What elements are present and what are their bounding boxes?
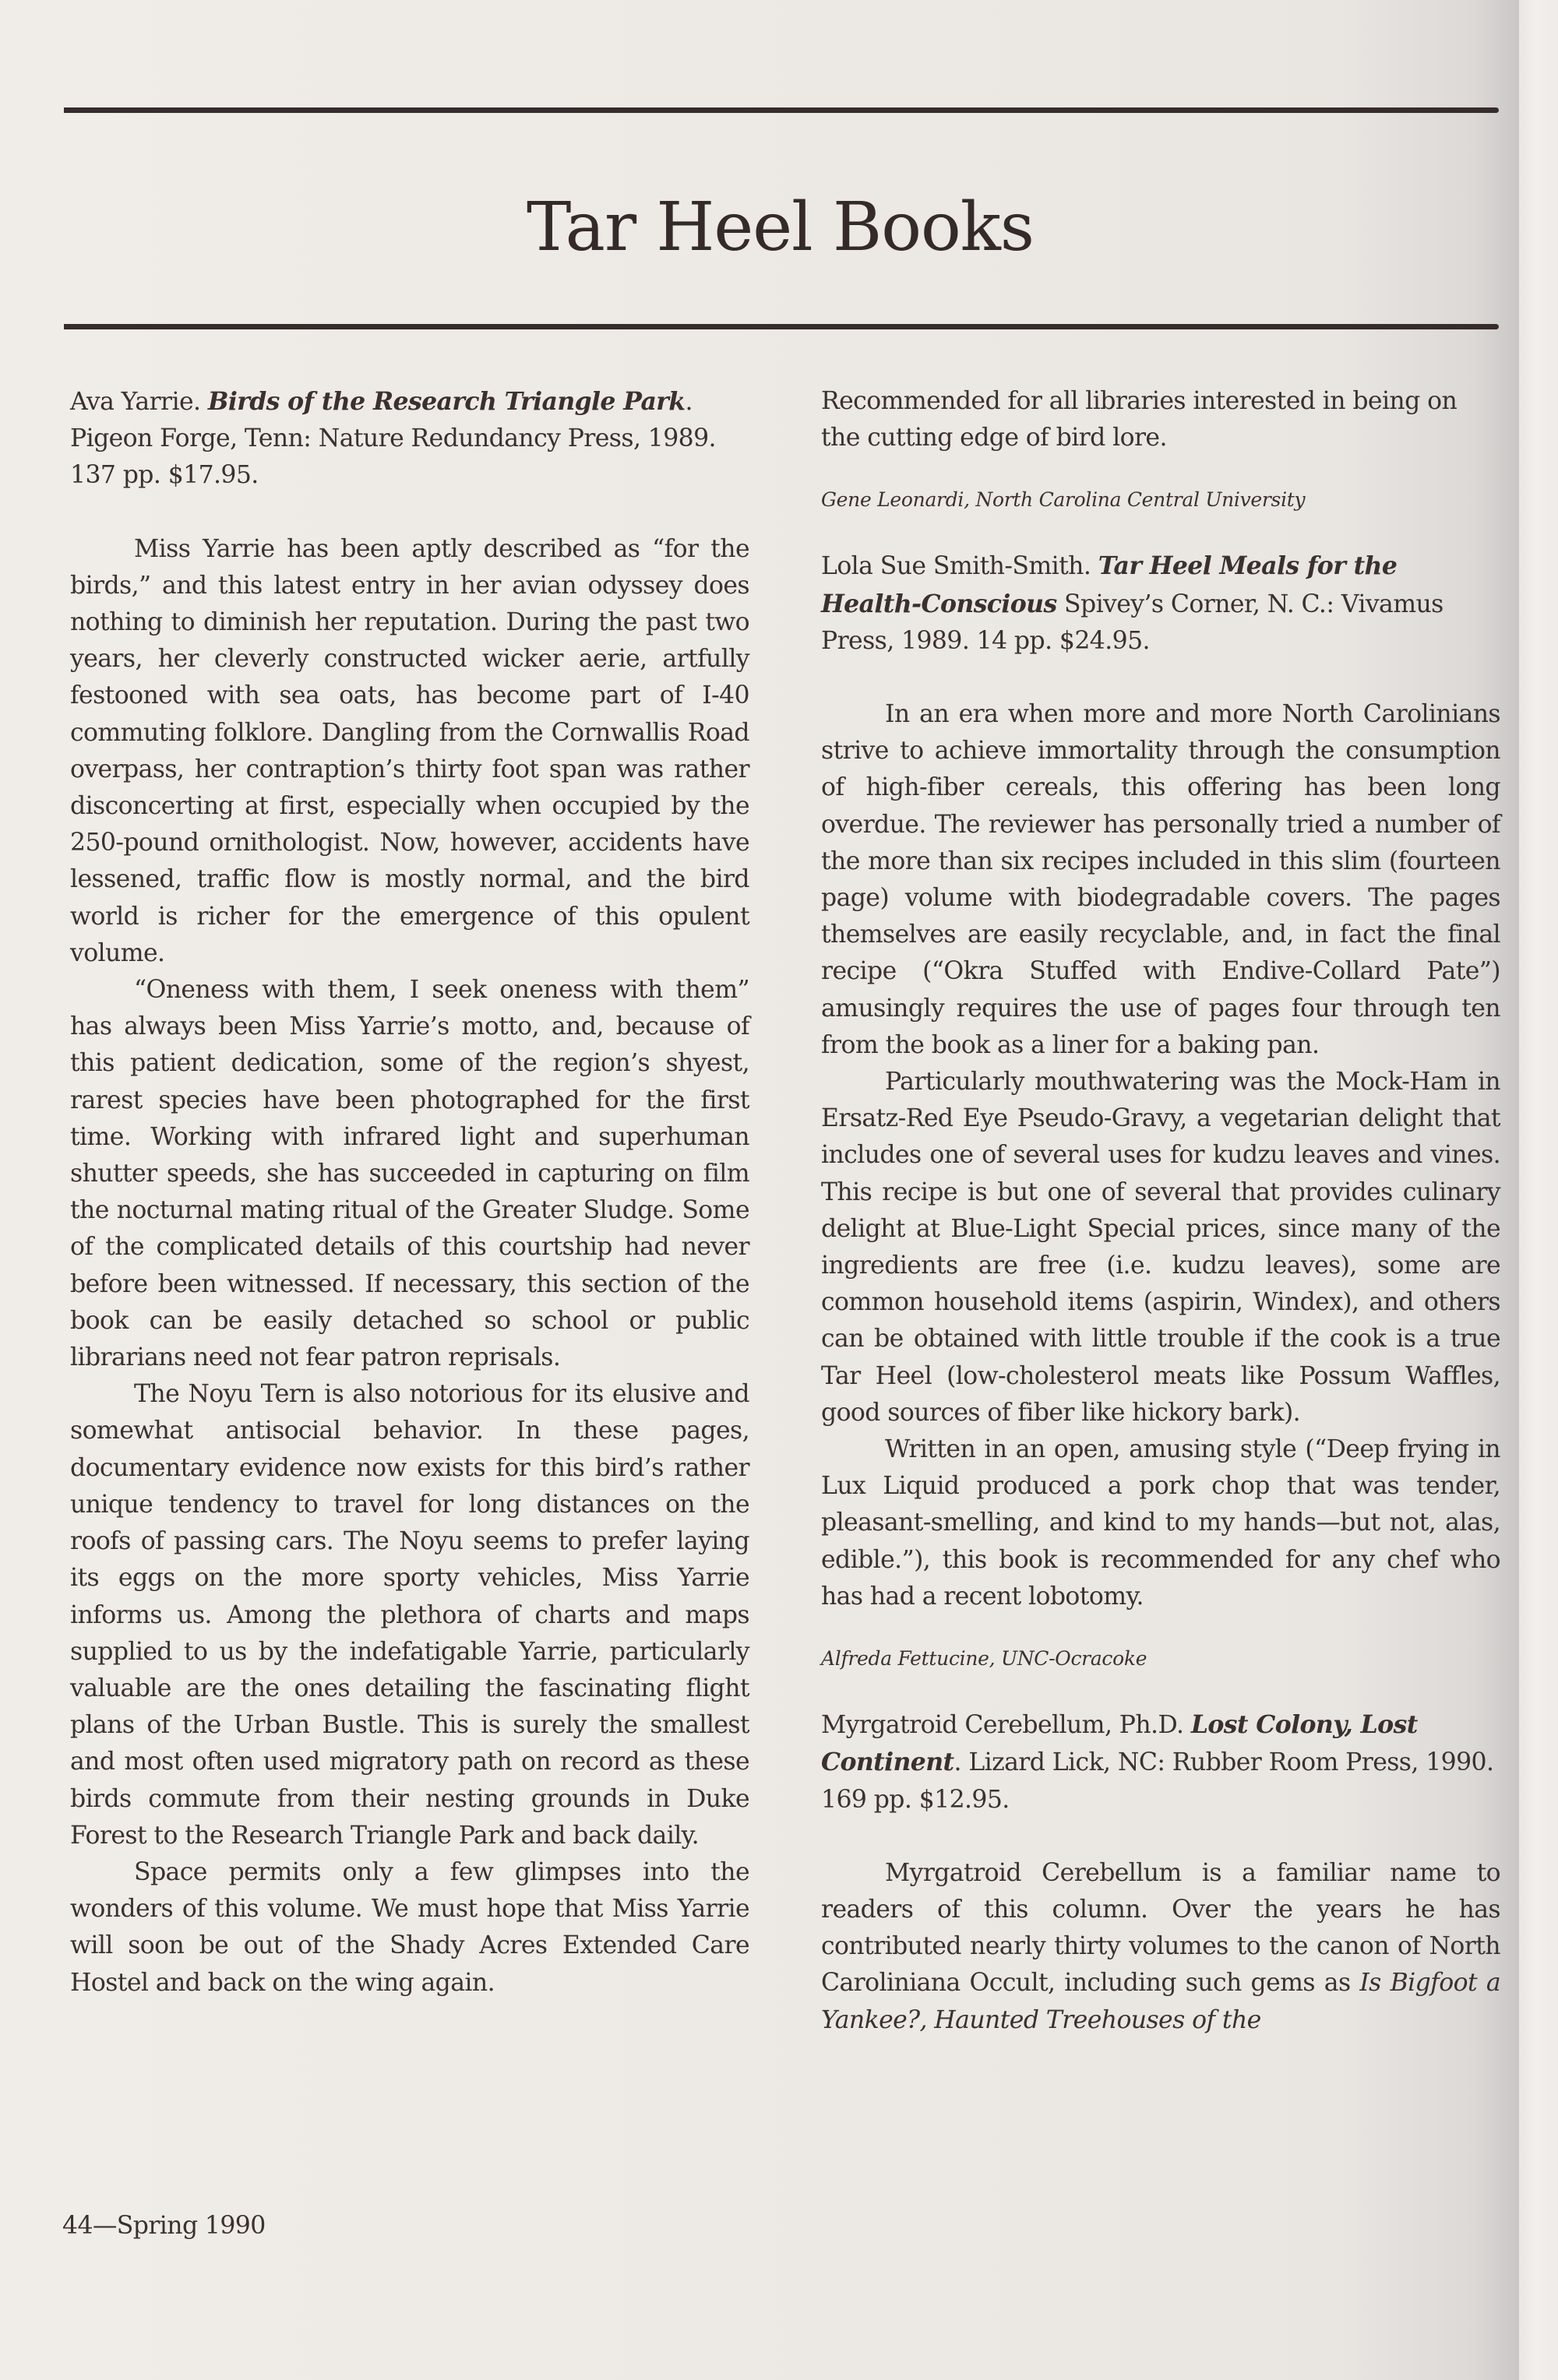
paragraph-text: Myrgatroid Cerebellum is a familiar name to readers of this column. Over the years he has contributed nearly thirty volumes to the canon of North Caroliniana Occult, including such gems as (821, 1858, 1500, 1998)
citation-book-title: Lost Colony, Lost Continent (821, 1710, 1418, 1777)
cited-titles: Is Bigfoot a Yankee?, Haunted Treehouses of the (821, 1969, 1501, 2034)
citation-publication: . Pigeon Forge, Tenn: Nature Redundancy Press, 1989. 137 pp. $17.95. (70, 388, 716, 490)
review-paragraph: The Noyu Tern is also notorious for its elusive and somewhat antisocial behavior. In these pages, documentary evidence now exists for this bird’s rather unique tendency to travel for long distances on the roofs of passing cars. The Noyu seems to prefer laying its eggs on the more sporty vehicles, Miss Yarrie informs us. Among the plethora of charts and maps supplied to us by the indefatigable Yarrie, particularly valuable are the ones detailing the fascinating flight plans of the Urban Bustle. This is surely the smallest and most often used migratory path on record as these birds commute from their nesting grounds in Duke Forest to the Research Triangle Park and back daily. (70, 1380, 749, 1850)
reviewer-byline: Gene Leonardi, North Carolina Central University (821, 488, 1306, 512)
page-title: Tar Heel Books (526, 188, 1035, 266)
review-paragraph: Miss Yarrie has been aptly described as “for the birds,” and this latest entry in her avian odyssey does nothing to diminish her reputation. During the past two years, her cleverly constructed wicker aerie, artfully festooned with sea oats, has become part of I-40 commuting folklore. Dangling from the Cornwallis Road overpass, her contraption’s thirty foot span was rather disconcerting at first, especially when occupied by the 250-pound ornithologist. Now, however, accidents have lessened, traffic flow is mostly normal, and the bird world is richer for the emergence of this opulent volume. (70, 534, 749, 967)
adjacent-page-edge (1519, 0, 1558, 2380)
review-paragraph: Space permits only a few glimpses into the wonders of this volume. We must hope that Miss Yarrie will soon be out of the Shady Acres Extended Care Hostel and back on the wing again. (70, 1857, 749, 1997)
review-paragraph (821, 1855, 1500, 2039)
page-folio: 44—Spring 1990 (62, 2212, 266, 2240)
citation-author: Myrgatroid Cerebellum, Ph.D. (821, 1711, 1191, 1740)
right-column (821, 383, 1500, 2039)
review-paragraph: In an era when more and more North Carolinians strive to achieve immortality through the consumption of high-fiber cereals, this offering has been long overdue. The reviewer has personally tried a number of the more than six recipes included in this slim (fourteen page) volume with biodegradable covers. The pages themselves are easily recyclable, and, in fact the final recipe (“Okra Stuffed with Endive-Collard Pate”) amusingly requires the use of pages four through ten from the book as a liner for a baking pan. (821, 700, 1500, 1059)
review-closing: Recommended for all libraries interested in being on the cutting edge of bird lore. (821, 387, 1458, 452)
review-paragraph: “Oneness with them, I seek oneness with them” has always been Miss Yarrie’s motto, and, because of this patient dedication, some of the region’s shyest, rarest species have been photographed for the first time. Working with infrared light and superhuman shutter speeds, she has succeeded in capturing on film the nocturnal mating ritual of the Greater Sludge. Some of the complicated details of this courtship had never before been witnessed. If necessary, this section of the book can be easily detached so school or public librarians need not fear patron reprisals. (70, 976, 749, 1372)
review-paragraph: Particularly mouthwatering was the Mock-Ham in Ersatz-Red Eye Pseudo-Gravy, a vegetarian delight that includes one of several uses for kudzu leaves and vines. This recipe is but one of several that provides culinary delight at Blue-Light Special prices, since many of the ingredients are free (i.e. kudzu leaves), some are common household items (aspirin, Windex), and others can be obtained with little trouble if the cook is a true Tar Heel (low-cholesterol meats like Possum Waffles, good sources of fiber like hickory bark). (821, 1068, 1500, 1427)
citation-publication: Spivey’s Corner, N. C.: Vivamus Press, 1989. 14 pp. $24.95. (821, 590, 1443, 655)
citation-author: Lola Sue Smith-Smith. (821, 552, 1098, 581)
book-citation (70, 383, 749, 495)
citation-publication: . Lizard Lick, NC: Rubber Room Press, 1990. 169 pp. $12.95. (821, 1748, 1494, 1814)
left-column (70, 383, 749, 2002)
reviewer-byline: Alfreda Fettucine, UNC-Ocracoke (821, 1647, 1147, 1671)
header-rule-bottom (64, 324, 1499, 329)
citation-author: Ava Yarrie. (70, 388, 208, 416)
citation-book-title: Tar Heel Meals for the Health-Conscious (821, 551, 1398, 618)
review-paragraph: Written in an open, amusing style (“Deep frying in Lux Liquid produced a pork chop that was tender, pleasant-smelling, and kind to my hands—but not, alas, edible.”), this book is recommended for any chef who has had a recent lobotomy. (821, 1435, 1500, 1611)
book-citation (821, 547, 1500, 660)
citation-book-title: Birds of the Research Triangle Park (207, 387, 686, 416)
header-rule-top (64, 107, 1499, 113)
book-citation (821, 1706, 1500, 1818)
